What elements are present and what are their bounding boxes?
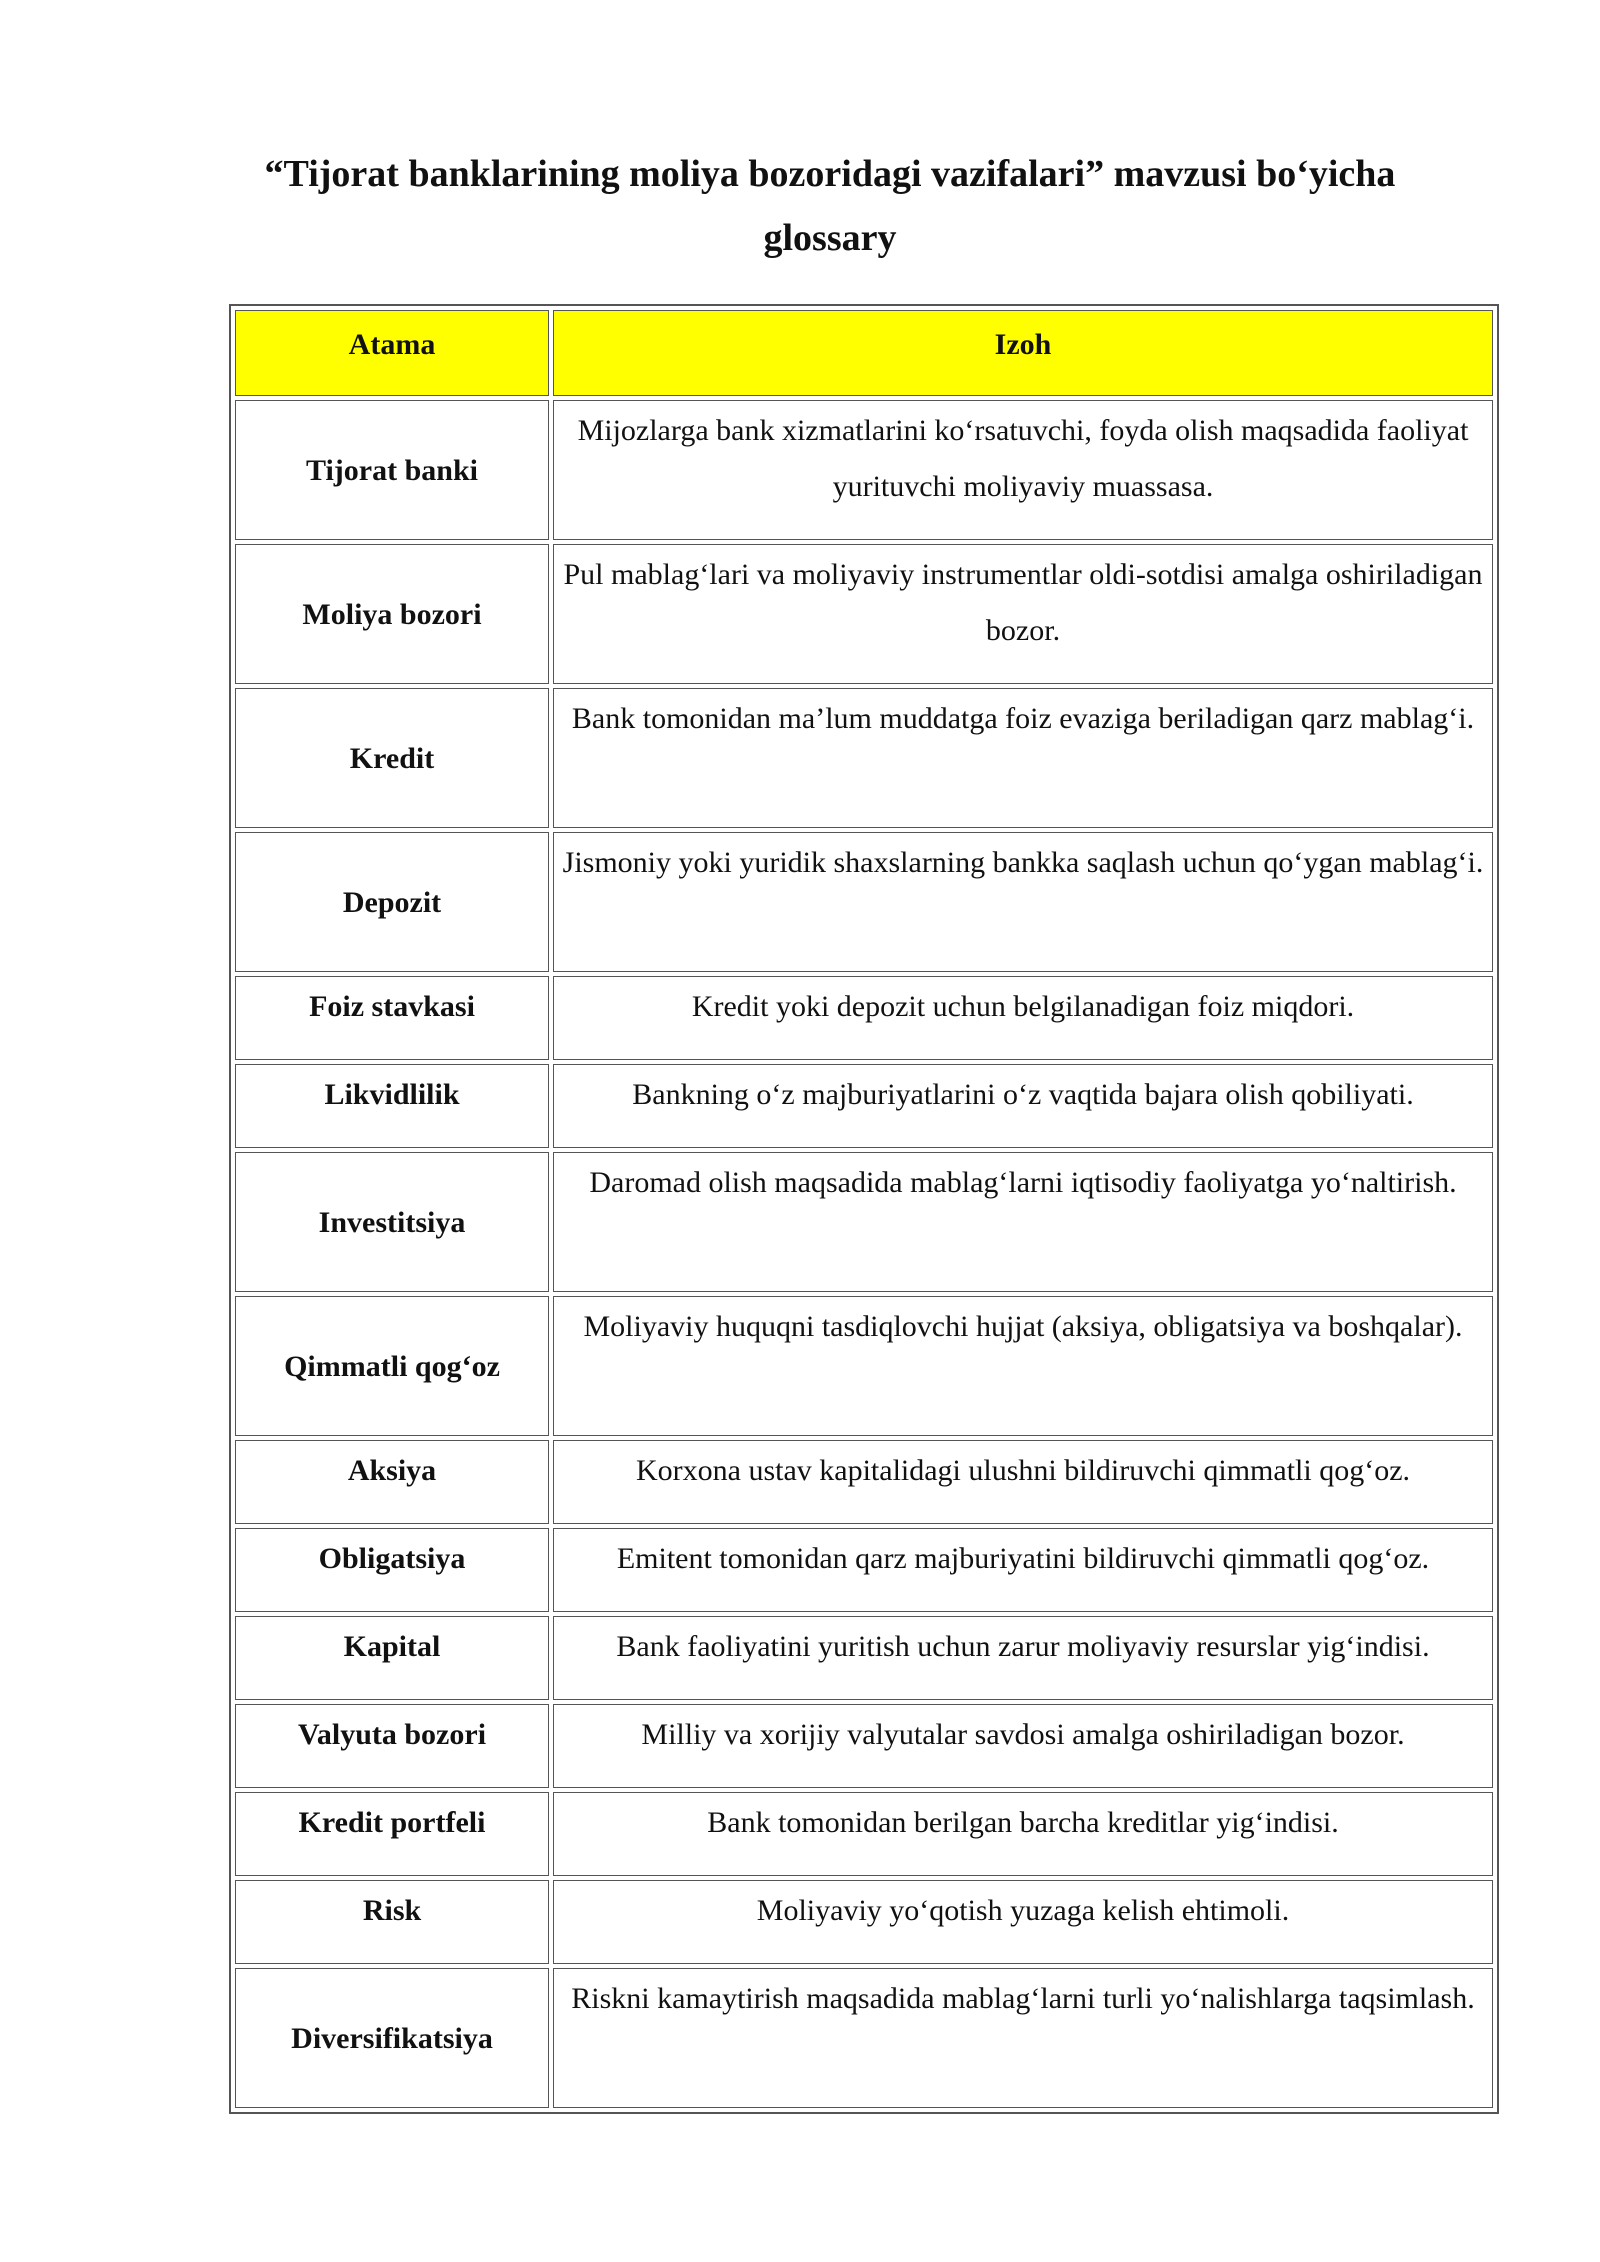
table-row	[235, 832, 1493, 972]
header-definition: Izoh	[553, 310, 1493, 396]
term-cell: Investitsiya	[235, 1152, 549, 1292]
table-row	[235, 976, 1493, 1060]
document-title	[230, 142, 1430, 270]
header-row	[235, 310, 1493, 396]
definition-cell: Moliyaviy huquqni tasdiqlovchi hujjat (aksiya, obligatsiya va boshqalar).	[553, 1296, 1493, 1436]
table-row	[235, 1528, 1493, 1612]
term-cell: Likvidlilik	[235, 1064, 549, 1148]
term-cell: Depozit	[235, 832, 549, 972]
definition-cell: Emitent tomonidan qarz majburiyatini bildiruvchi qimmatli qog‘oz.	[553, 1528, 1493, 1612]
table-row	[235, 1880, 1493, 1964]
definition-cell: Bank faoliyatini yuritish uchun zarur moliyaviy resurslar yig‘indisi.	[553, 1616, 1493, 1700]
term-cell: Obligatsiya	[235, 1528, 549, 1612]
table-row	[235, 1704, 1493, 1788]
term-cell: Valyuta bozori	[235, 1704, 549, 1788]
definition-cell: Jismoniy yoki yuridik shaxslarning bankka saqlash uchun qo‘ygan mablag‘i.	[553, 832, 1493, 972]
title-line-1: “Tijorat banklarining moliya bozoridagi vazifalari” mavzusi bo‘yicha	[264, 153, 1396, 195]
term-cell: Kredit	[235, 688, 549, 828]
definition-cell: Kredit yoki depozit uchun belgilanadigan foiz miqdori.	[553, 976, 1493, 1060]
term-cell: Moliya bozori	[235, 544, 549, 684]
term-cell: Aksiya	[235, 1440, 549, 1524]
term-cell: Diversifikatsiya	[235, 1968, 549, 2108]
header-term: Atama	[235, 310, 549, 396]
table-row	[235, 1296, 1493, 1436]
definition-cell: Bankning o‘z majburiyatlarini o‘z vaqtida bajara olish qobiliyati.	[553, 1064, 1493, 1148]
definition-cell: Mijozlarga bank xizmatlarini ko‘rsatuvchi, foyda olish maqsadida faoliyat yurituvchi moliyaviy muassasa.	[553, 400, 1493, 540]
table-row	[235, 400, 1493, 540]
definition-cell: Pul mablag‘lari va moliyaviy instrumentlar oldi-sotdisi amalga oshiriladigan bozor.	[553, 544, 1493, 684]
term-cell: Tijorat banki	[235, 400, 549, 540]
table-row	[235, 1152, 1493, 1292]
table-row	[235, 544, 1493, 684]
table-row	[235, 1968, 1493, 2108]
definition-cell: Bank tomonidan ma’lum muddatga foiz evaziga beriladigan qarz mablag‘i.	[553, 688, 1493, 828]
term-cell: Qimmatli qog‘oz	[235, 1296, 549, 1436]
definition-cell: Milliy va xorijiy valyutalar savdosi amalga oshiriladigan bozor.	[553, 1704, 1493, 1788]
table-row	[235, 688, 1493, 828]
term-cell: Risk	[235, 1880, 549, 1964]
definition-cell: Riskni kamaytirish maqsadida mablag‘larni turli yo‘nalishlarga taqsimlash.	[553, 1968, 1493, 2108]
definition-cell: Bank tomonidan berilgan barcha kreditlar yig‘indisi.	[553, 1792, 1493, 1876]
definition-cell: Korxona ustav kapitalidagi ulushni bildiruvchi qimmatli qog‘oz.	[553, 1440, 1493, 1524]
term-cell: Foiz stavkasi	[235, 976, 549, 1060]
title-line-2: glossary	[763, 217, 897, 259]
definition-cell: Daromad olish maqsadida mablag‘larni iqtisodiy faoliyatga yo‘naltirish.	[553, 1152, 1493, 1292]
table-row	[235, 1440, 1493, 1524]
glossary-table	[229, 304, 1499, 2114]
term-cell: Kredit portfeli	[235, 1792, 549, 1876]
table-row	[235, 1064, 1493, 1148]
term-cell: Kapital	[235, 1616, 549, 1700]
definition-cell: Moliyaviy yo‘qotish yuzaga kelish ehtimoli.	[553, 1880, 1493, 1964]
table-row	[235, 1792, 1493, 1876]
table-row	[235, 1616, 1493, 1700]
